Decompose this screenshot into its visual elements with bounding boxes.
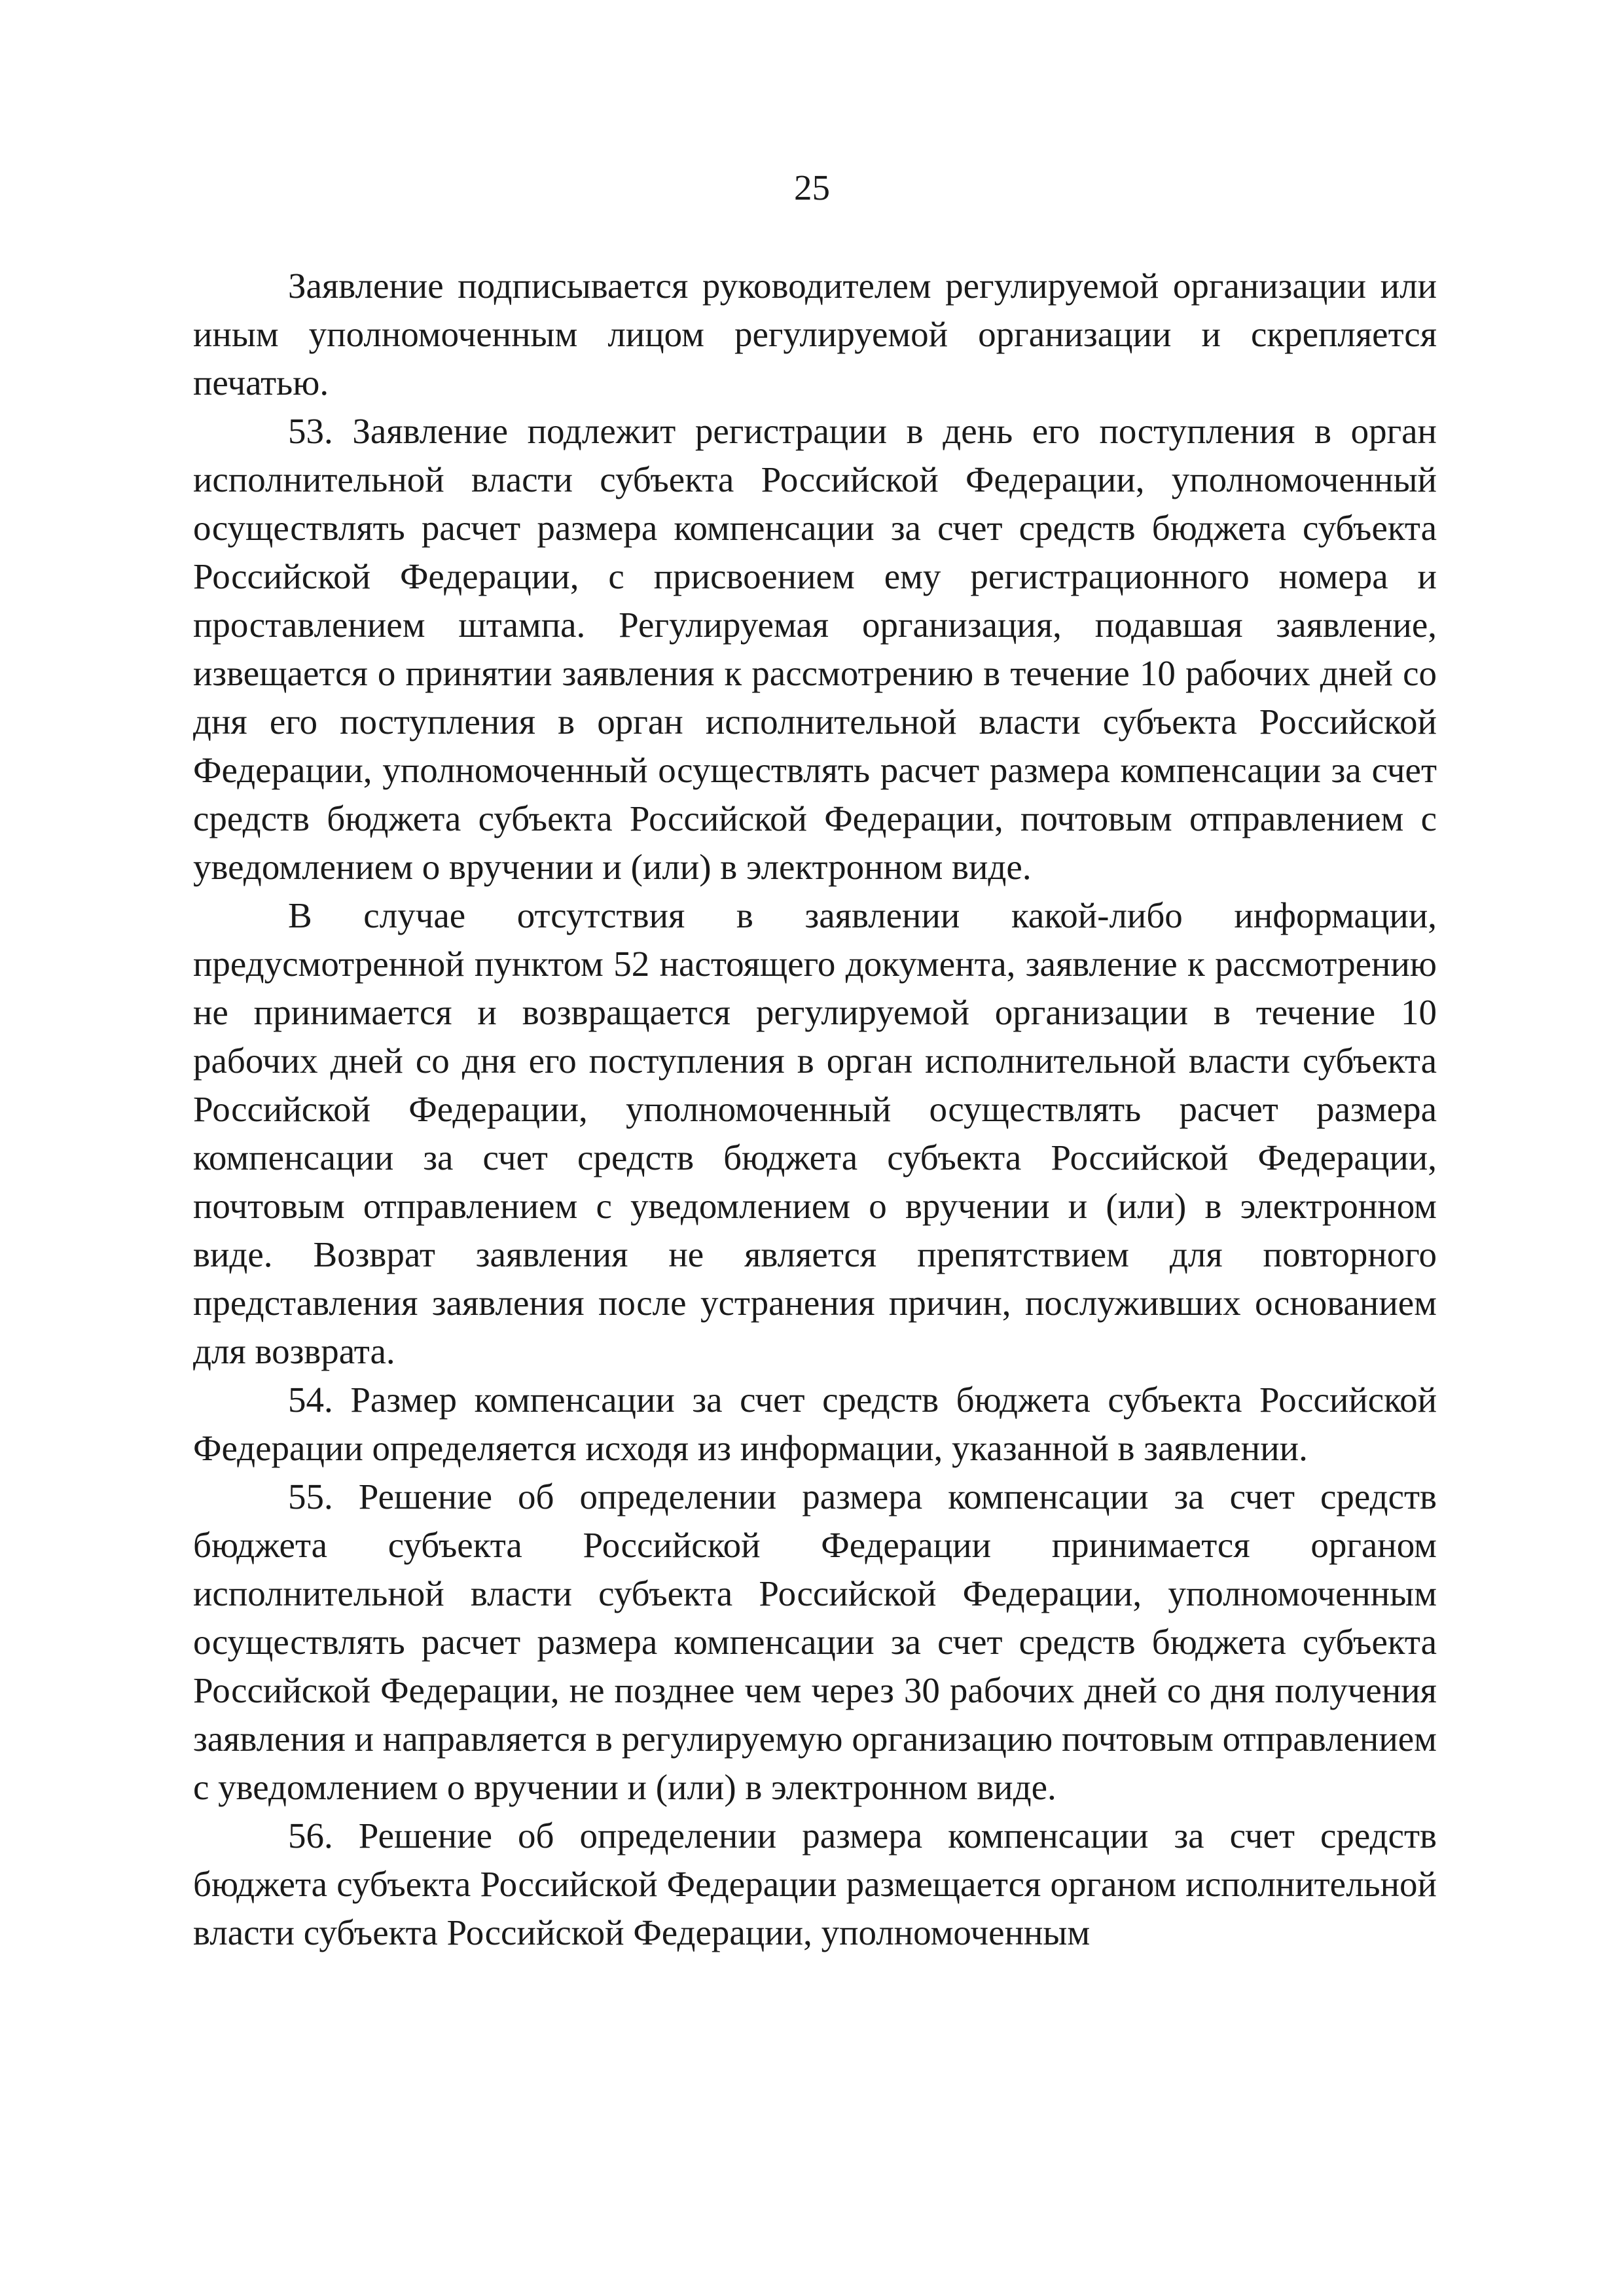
paragraph-signature: Заявление подписывается руководителем регулируемой организации или иным уполномоченным лицом регулируемой организации и скрепляется печатью. [193,266,1437,403]
document-body [193,262,1437,1957]
paragraph-54: 54. Размер компенсации за счет средств бюджета субъекта Российской Федерации определяется исходя из информации, указанной в заявлении. [193,1380,1437,1468]
paragraph-56: 56. Решение об определении размера компенсации за счет средств бюджета субъекта Российской Федерации размещается органом исполнительной власти субъекта Российской Федерации, уполномоченным [193,1816,1437,1952]
page-number: 25 [794,168,830,207]
paragraph-53: 53. Заявление подлежит регистрации в день его поступления в орган исполнительной власти субъекта Российской Федерации, уполномоченный осуществлять расчет размера компенсации за счет средств бюджета субъекта Российской Федерации, с присвоением ему регистрационного номера и проставлением штампа. Регулируемая организация, подавшая заявление, извещается о принятии заявления к рассмотрению в течение 10 рабочих дней со дня его поступления в орган исполнительной власти субъекта Российской Федерации, уполномоченный осуществлять расчет размера компенсации за счет средств бюджета субъекта Российской Федерации, почтовым отправлением с уведомлением о вручении и (или) в электронном виде. [193,411,1437,887]
paragraph-55: 55. Решение об определении размера компенсации за счет средств бюджета субъекта Российской Федерации принимается органом исполнительной власти субъекта Российской Федерации, уполномоченным осуществлять расчет размера компенсации за счет средств бюджета субъекта Российской Федерации, не позднее чем через 30 рабочих дней со дня получения заявления и направляется в регулируемую организацию почтовым отправлением с уведомлением о вручении и (или) в электронном виде. [193,1477,1437,1807]
paragraph-53-return: В случае отсутствия в заявлении какой-либо информации, предусмотренной пунктом 52 настоящего документа, заявление к рассмотрению не принимается и возвращается регулируемой организации в течение 10 рабочих дней со дня его поступления в орган исполнительной власти субъекта Российской Федерации, уполномоченный осуществлять расчет размера компенсации за счет средств бюджета субъекта Российской Федерации, почтовым отправлением с уведомлением о вручении и (или) в электронном виде. Возврат заявления не является препятствием для повторного представления заявления после устранения причин, послуживших основанием для возврата. [193,895,1437,1371]
